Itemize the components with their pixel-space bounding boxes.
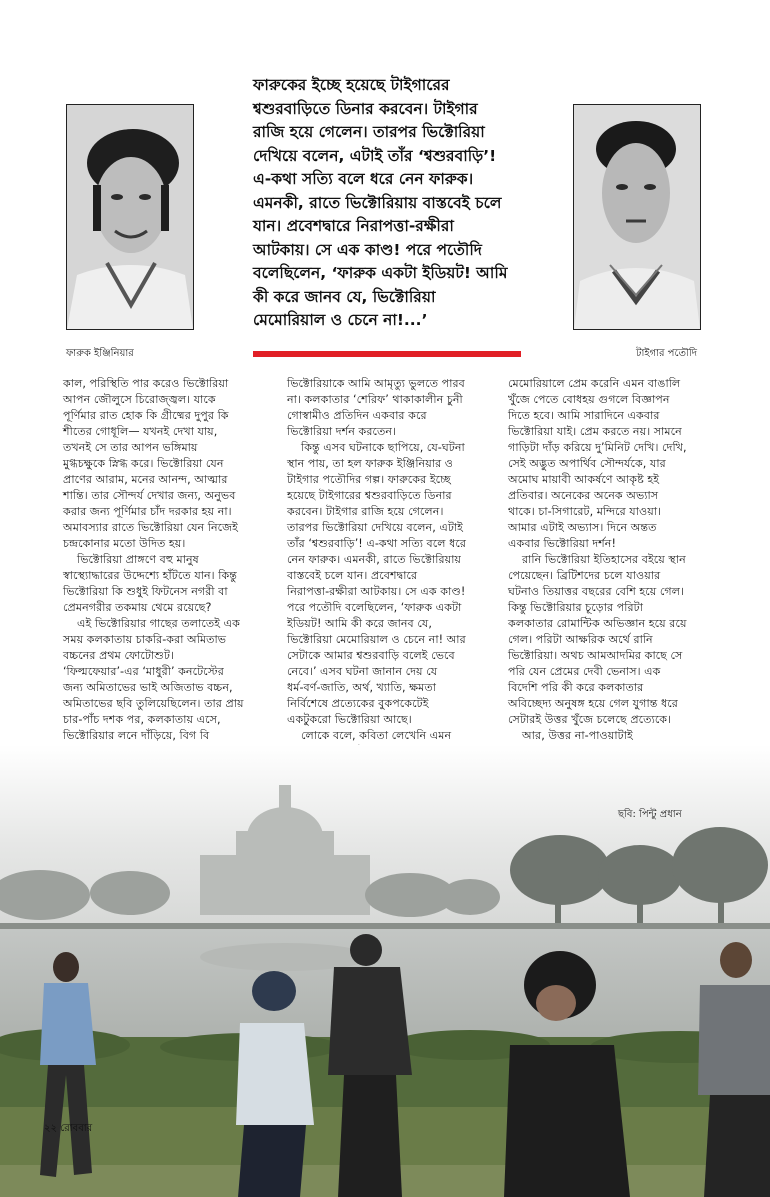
walker-3 — [328, 934, 412, 1197]
article-column-2 — [287, 376, 499, 760]
page-folio: ২২ রোববার — [44, 1123, 93, 1134]
paragraph: মেমোরিয়ালে প্রেম করেনি এমন বাঙালি খুঁজে পেতে বোধহয় গুগলে বিজ্ঞাপন দিতে হবে। আমি সারাদিনে একবার ভিক্টোরিয়া যাই। প্রেম করতে নয়। সামনে গাড়িটা দাঁড় করিয়ে দু’মিনিট দেখি। দেখি, সেই অদ্ভুত অপার্থিব সৌন্দর্যকে, যার অমোঘ মায়াবী আকর্ষণে আকৃষ্ট হই প্রতিবার। অনেকের অনেক অভ্যাস থাকে। চা-সিগারেট, মন্দিরে যাওয়া। আমার এটাই অভ্যাস। দিনে অন্তত একবার ভিক্টোরিয়া দর্শন! — [508, 377, 687, 550]
caption-left: ফারুক ইঞ্জিনিয়ার — [66, 348, 134, 359]
portrait-tiger-pataudi — [573, 104, 701, 330]
article-column-3 — [508, 376, 720, 760]
paragraph: কাল, পরিস্থিতি পার করেও ভিক্টোরিয়া আপন জৌলুসে চিরোজ্জ্বল। যাকে পূর্ণিমার রাত হোক কি গ্রীষ্মের দুপুর কি শীতের গোধূলি— যখনই দেখা যায়, তখনই সে তার আপন ভঙ্গিমায় মুগ্ধচক্ষুকে স্নিগ্ধ করে। ভিক্টোরিয়া যেন প্রাণের আরাম, মনের আনন্দ, আত্মার শান্তি। তার সৌন্দর্য দেখার জন্য, অনুভব করার জন্য পূর্ণিমার চাঁদ দরকার হয় না। অমাবস্যার রাতে ভিক্টোরিয়া যেন নিজেই চন্দ্রকোনার মতো উদিত হয়। — [63, 377, 238, 550]
paragraph: ভিক্টোরিয়া প্রাঙ্গণে বহু মানুষ স্বাস্থ্যোদ্ধারের উদ্দেশ্যে হাঁটতে যান। কিন্তু ভিক্টোরিয়া কি শুধুই ফিটনেস নগরী বা প্রেমনগরীর তকমায় থেমে রয়েছে? — [63, 553, 237, 614]
paragraph: কিন্তু এসব ঘটনাকে ছাপিয়ে, যে-ঘটনা স্থান পায়, তা হল ফারুক ইঞ্জিনিয়ার ও টাইগার পতৌদির গল্প। ফারুকের ইচ্ছে হয়েছে টাইগারের শ্বশুরবাড়িতে ডিনার করবেন। টাইগার রাজি হয়ে গেলেন। তারপর ভিক্টোরিয়া দেখিয়ে বলেন, এটাই তাঁর ‘শ্বশুরবাড়ি’! এ-কথা সত্যি বলে ধরে নেন ফারুক। এমনকী, রাতে ভিক্টোরিয়ায় বাস্তবেই চলে যান। প্রবেশদ্বারে নিরাপত্তা-রক্ষীরা আটকায়। সে এক কাণ্ড! পরে পতৌদি বলেছিলেন, ‘ফারুক একটা ইডিয়ট! আমি কী করে জানব যে, ভিক্টোরিয়া মেমোরিয়াল ও চেনে না! আর সেটাকে আমার শ্বশুরবাড়ি বলেই ভেবে নেবে।’ এসব ঘটনা জানান দেয় যে ধর্ম-বর্ণ-জাতি, অর্থ, খ্যাতি, ক্ষমতা নির্বিশেষে প্রত্যেকের বুকপকেটেই একটুকরো ভিক্টোরিয়া আছে। — [287, 441, 467, 726]
portrait-farokh-engineer — [66, 104, 194, 330]
article-column-1 — [63, 376, 258, 760]
paragraph: আর, উত্তর না-পাওয়াটাই — [522, 729, 633, 742]
accent-rule — [253, 351, 521, 357]
photo-credit: ছবি: পিন্টু প্রধান — [618, 809, 682, 820]
portrait-image-right — [574, 105, 700, 329]
pull-quote: ফারুকের ইচ্ছে হয়েছে টাইগারের শ্বশুরবাড়িতে ডিনার করবেন। টাইগার রাজি হয়ে গেলেন। তারপর ভিক্টোরিয়া দেখিয়ে বলেন, এটাই তাঁর ‘শ্বশুরবাড়ি’! এ-কথা সত্যি বলে ধরে নেন ফারুক। এমনকী, রাতে ভিক্টোরিয়ায় বাস্তবেই চলে যান। প্রবেশদ্বারে নিরাপত্তা-রক্ষীরা আটকায়। সে এক কাণ্ড! পরে পতৌদি বলেছিলেন, ‘ফারুক একটা ইডিয়ট! আমি কী করে জানব যে, ভিক্টোরিয়া মেমোরিয়াল ও চেনে না!...’ — [253, 76, 508, 329]
paragraph: এই ভিক্টোরিয়ার গাছের তলাতেই এক সময় কলকাতায় চাকরি-করা অমিতাভ বচ্চনের প্রথম ফোটোশুট। ‘ফিল্মফেয়ার’-এর ‘মাধুরী’ কনটেস্টের জন্য অমিতাভের ভাই অজিতাভ বচ্চন, অমিতাভের ছবি তুলিয়েছিলেন। তার প্রায় চার-পাঁচ দশক পর, কলকাতায় এসে, ভিক্টোরিয়ার লনে দাঁড়িয়ে, বিগ বি — [63, 617, 244, 742]
caption-right: টাইগার পতৌদি — [636, 348, 697, 359]
portrait-image-left — [67, 105, 193, 329]
paragraph: লোকে বলে, কবিতা লেখেনি এমন — [301, 729, 452, 742]
paragraph: রানি ভিক্টোরিয়া ইতিহাসের বইয়ে স্থান পেয়েছেন। ব্রিটিশদের চলে যাওয়ার ঘটনাও তিয়াত্তর বছরের বেশি হয়ে গেল। কিন্তু ভিক্টোরিয়ার চূড়োর পরিটা কলকাতার রোমান্টিক অভিজ্ঞান হয়ে রয়ে গেল। পরিটা আক্ষরিক অর্থে রানি ভিক্টোরিয়া। অথচ আমআদমির কাছে সে পরি যেন প্রেমের দেবী ভেনাস। এক বিদেশি পরি কী করে কলকাতার অবিচ্ছেদ্য অনুষঙ্গ হয়ে গেল যুগান্ত ধরে সেটারই উত্তর খুঁজে চলেছে প্রত্যেকে। — [508, 553, 687, 726]
paragraph: ভিক্টোরিয়াকে আমি আমৃত্যু ভুলতে পারব না। কলকাতার ‘শেরিফ’ থাকাকালীন চুনী গোস্বামীও প্রতিদিন একবার করে ভিক্টোরিয়া দর্শন করতেন। — [287, 377, 465, 438]
